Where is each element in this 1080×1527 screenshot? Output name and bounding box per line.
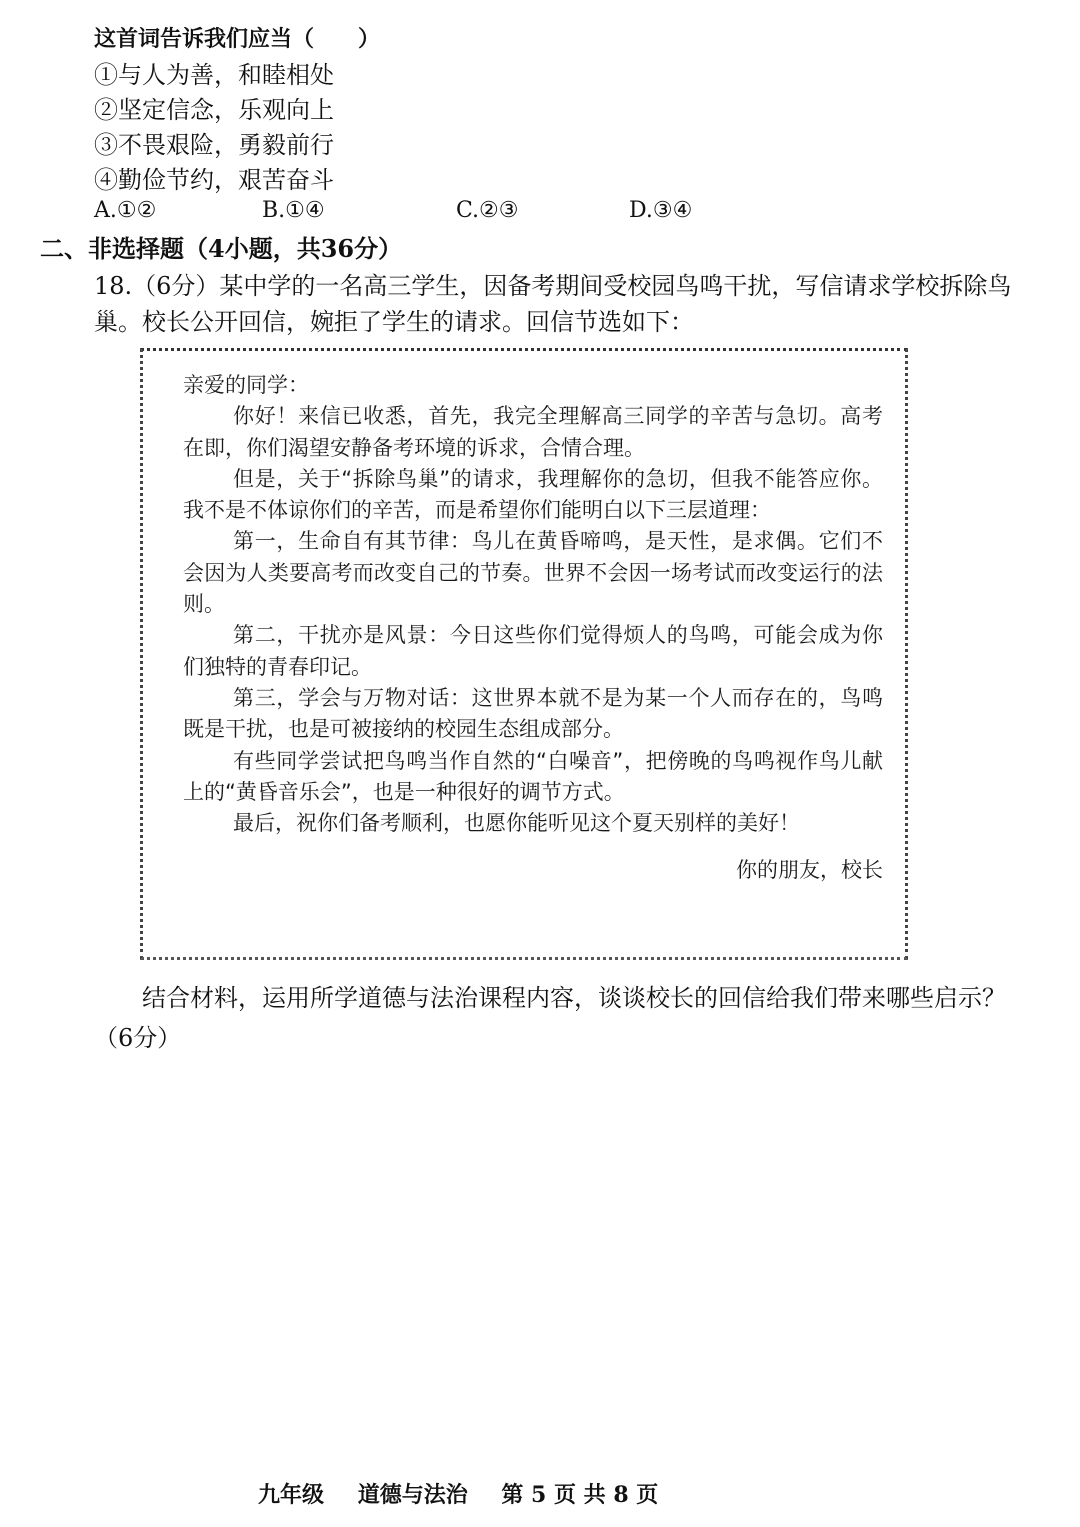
letter-paragraph: 你好！来信已收悉，首先，我完全理解高三同学的辛苦与急切。高考在即，你们渴望安静备考环境的诉求，合情合理。 [183,404,883,460]
footer-page-number: 第 5 页 共 8 页 [501,1482,659,1508]
letter-paragraph: 第三，学会与万物对话：这世界本就不是为某一个人而存在的，鸟鸣既是干扰，也是可被接纳的校园生态组成部分。 [183,685,883,742]
choice-a: A.①② [94,198,157,223]
choice-b: B.①④ [262,198,325,223]
choice-c: C.②③ [456,198,519,223]
question-17-stem: 这首词告诉我们应当（ ） [94,26,381,52]
letter-salutation: 亲爱的同学： [183,373,309,397]
letter-paragraph: 第二，干扰亦是风景：今日这些你们觉得烦人的鸟鸣，可能会成为你们独特的青春印记。 [183,623,883,679]
letter-paragraph: 但是，关于“拆除鸟巢”的请求，我理解你的急切，但我不能答应你。我不是不体谅你们的辛苦，而是希望你们能明白以下三层道理： [183,466,883,523]
answer-choices [94,198,794,232]
letter-paragraph: 最后，祝你们备考顺利，也愿你能听见这个夏天别样的美好！ [233,811,800,836]
question-18-prompt: 结合材料，运用所学道德与法治课程内容，谈谈校长的回信给我们带来哪些启示？（6分） [94,984,1006,1052]
footer-subject: 道德与法治 [357,1482,468,1508]
option-4: ④勤俭节约，艰苦奋斗 [94,166,334,194]
question-18-intro: 18.（6分）某中学的一名高三学生，因备考期间受校园鸟鸣干扰，写信请求学校拆除鸟巢。校长公开回信，婉拒了学生的请求。回信节选如下： [94,272,1012,336]
option-2: ②坚定信念，乐观向上 [94,96,334,124]
option-3: ③不畏艰险，勇毅前行 [94,131,334,159]
page-footer [258,1478,684,1509]
choice-d: D.③④ [629,198,693,223]
letter-paragraph: 有些同学尝试把鸟鸣当作自然的“白噪音”，把傍晚的鸟鸣视作鸟儿献上的“黄昏音乐会”，也是一种很好的调节方式。 [183,748,883,804]
footer-grade: 九年级 [258,1482,325,1508]
principal-letter [183,370,883,887]
letter-signature: 你的朋友，校长 [736,858,883,883]
section-title: 二、非选择题（4小题，共36分） [40,234,403,263]
letter-paragraph: 第一，生命自有其节律：鸟儿在黄昏啼鸣，是天性，是求偶。它们不会因为人类要高考而改变自己的节奏。世界不会因一场考试而改变运行的法则。 [183,529,883,617]
option-1: ①与人为善，和睦相处 [94,61,334,89]
